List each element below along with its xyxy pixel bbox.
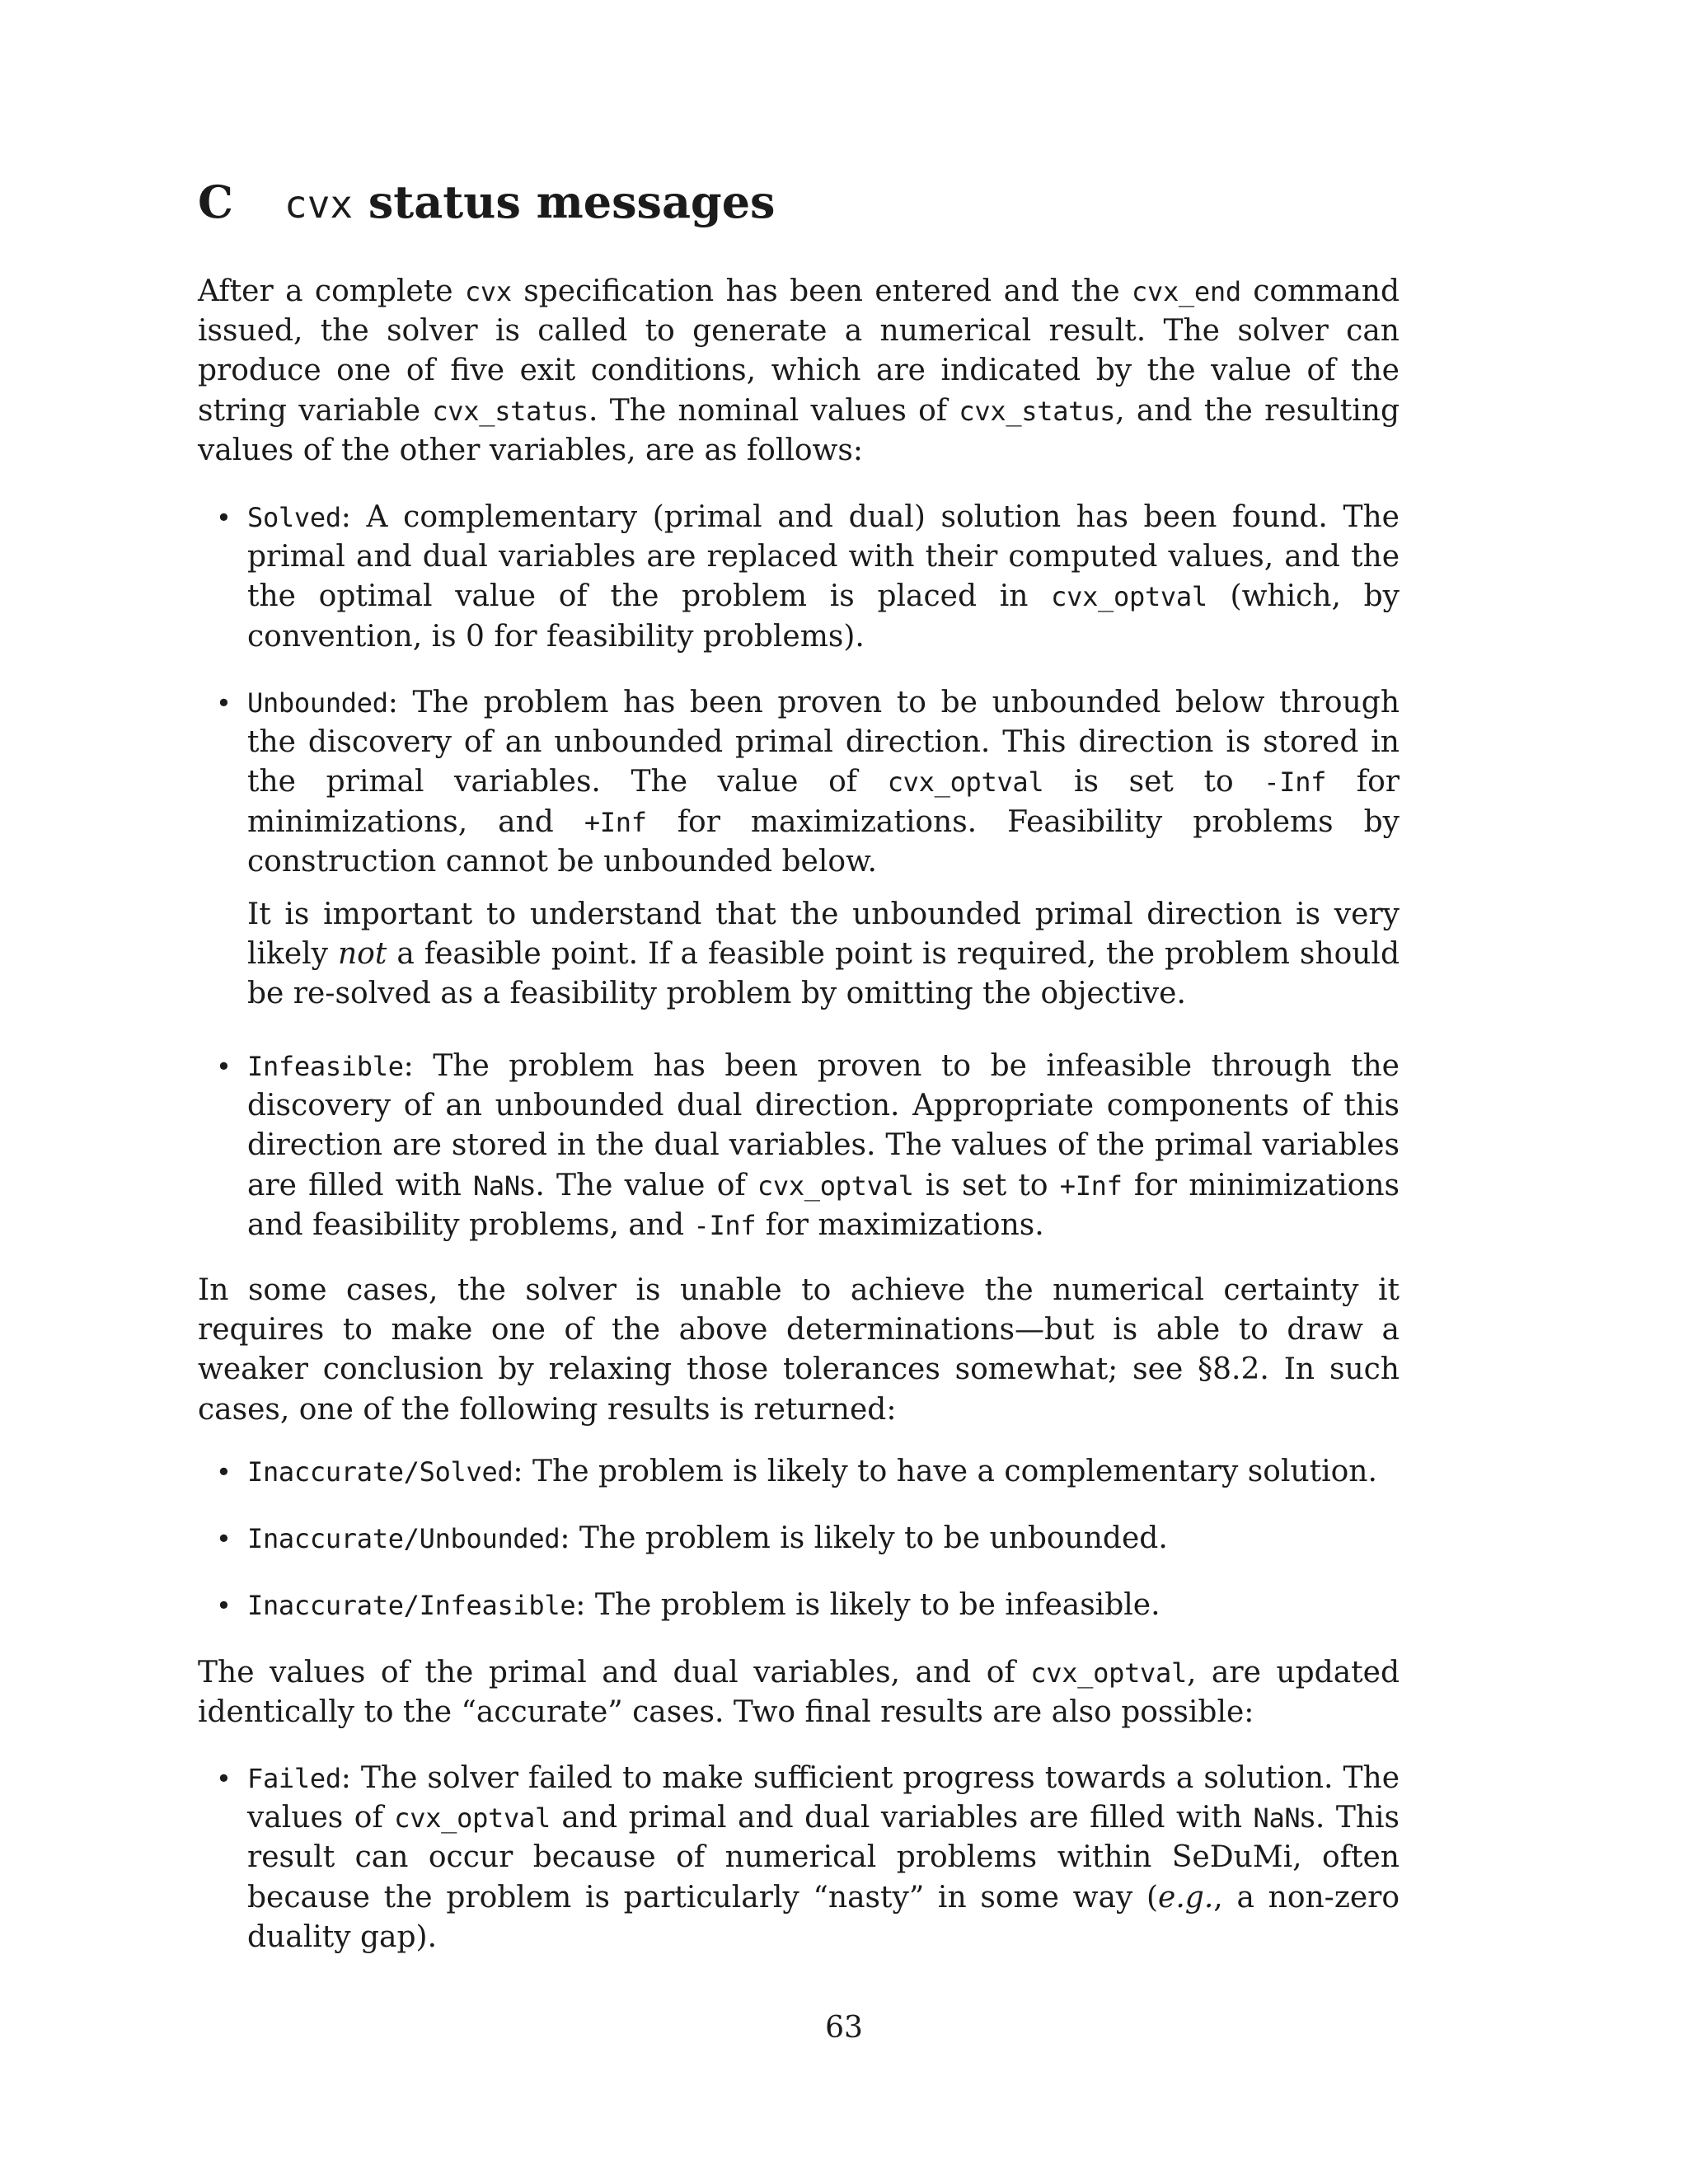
section-letter: C [198, 176, 233, 228]
bullet: • [216, 1456, 232, 1488]
section-heading [198, 176, 776, 228]
middle-paragraph: In some cases, the solver is unable to achieve the numerical certainty it requires to make one of the above determinations—but is able to draw a weaker conclusion by relaxing those tolerances somewhat; see §8.2. In such cases, one of the following results is returned: [198, 1273, 1400, 1427]
status-code: Infeasible [247, 1051, 404, 1082]
list-item-unbounded: • Unbounded: The problem has been proven to be unbounded below through the discovery of an unbounded primal direction. This direction is stored in the primal variables. The value of cvx_optval is set to -Inf for minimizations, and +Inf for maximizations. Feasibility problems by construction cannot be unbounded below. It is important to understand that the unbounded primal direction is very likely not a feasible point. If a feasible point is required, the problem should be re-solved as a feasibility problem by omitting the objective. [247, 683, 1400, 1015]
list-item-solved: • Solved: A complementary (primal and dual) solution has been found. The primal and dual variables are replaced with their computed values, and the the optimal value of the problem is placed in cvx_optval (which, by convention, is 0 for feasibility problems). [247, 498, 1400, 657]
status-code: Inaccurate/Unbounded [247, 1523, 560, 1554]
list-item-inaccurate-solved: • Inaccurate/Solved: The problem is likely to have a complementary solution. [247, 1452, 1400, 1492]
list-item-inaccurate-unbounded: • Inaccurate/Unbounded: The problem is likely to be unbounded. [247, 1519, 1400, 1558]
after-paragraph: The values of the primal and dual variables, and of cvx_optval, are updated identically to the “accurate” cases. Two final results are also possible: [198, 1656, 1400, 1730]
status-code: Inaccurate/Solved [247, 1456, 513, 1488]
intro-paragraph: After a complete cvx specification has been entered and the cvx_end command issued, the solver is called to generate a numerical result. The solver can produce one of five exit conditions, which are indicated by the value of the string variable cvx_status. The nominal values of cvx_status, and the resulting values of the other variables, are as follows: [198, 274, 1400, 467]
page-number: 63 [825, 2011, 863, 2045]
status-code: Unbounded [247, 687, 388, 719]
list-item-inaccurate-infeasible: • Inaccurate/Infeasible: The problem is likely to be infeasible. [247, 1586, 1400, 1625]
bullet: • [216, 687, 232, 719]
list-item-infeasible: • Infeasible: The problem has been proven to be infeasible through the discovery of an unbounded dual direction. Appropriate components of this direction are stored in the dual variables. The values of the primal variables are filled with NaNs. The value of cvx_optval is set to +Inf for minimizations and feasibility problems, and -Inf for maximizations. [247, 1047, 1400, 1245]
status-code: Inaccurate/Infeasible [247, 1590, 576, 1621]
bullet: • [216, 502, 232, 533]
bullet: • [216, 1523, 232, 1554]
heading-code: cvx [284, 182, 354, 227]
status-code: Solved [247, 502, 341, 533]
list-item-failed: • Failed: The solver failed to make sufficient progress towards a solution. The values of cvx_optval and primal and dual variables are filled with NaNs. This result can occur because of numerical problems within SeDuMi, often because the problem is particularly “nasty” in some way (e.g., a non-zero duality gap). [247, 1759, 1400, 1957]
bullet: • [216, 1763, 232, 1794]
heading-title: status messages [368, 176, 776, 228]
status-code: Failed [247, 1763, 341, 1794]
bullet: • [216, 1590, 232, 1621]
bullet: • [216, 1051, 232, 1082]
